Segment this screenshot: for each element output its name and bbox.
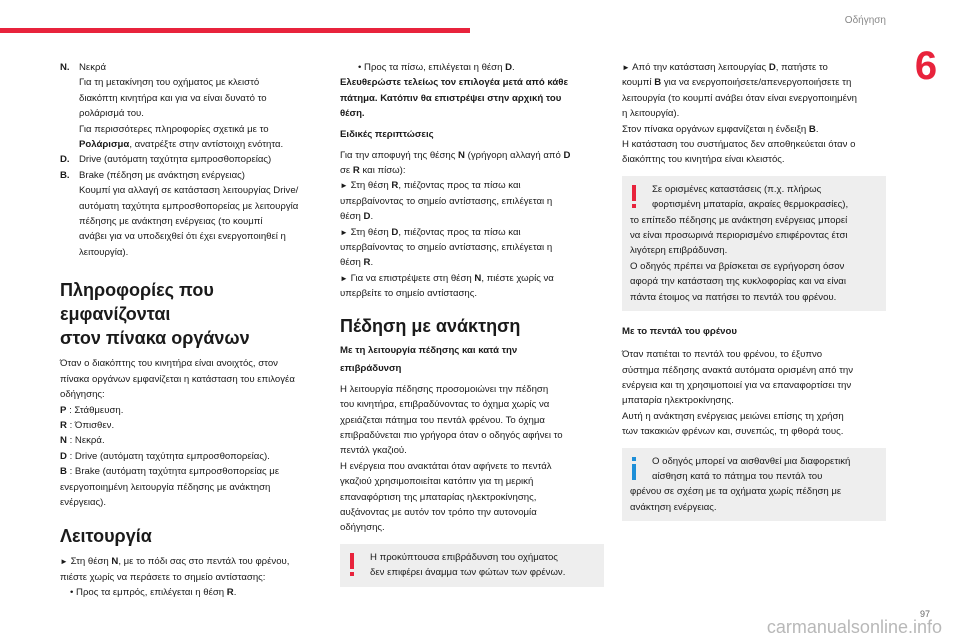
- text-line: χρειάζεται πάτημα του πεντάλ φρένου. Το όχημα: [340, 414, 545, 426]
- subheading-special-cases: Ειδικές περιπτώσεις: [340, 128, 434, 140]
- text-line: Στον πίνακα οργάνων εμφανίζεται η ένδειξη B.: [622, 123, 819, 135]
- page-number: 97: [919, 609, 930, 619]
- arrow-step: ► Από την κατάσταση λειτουργίας D, πατήστε το: [622, 62, 828, 73]
- header-title: Οδήγηση: [844, 15, 886, 26]
- text-line: ενέργειας).: [60, 496, 107, 508]
- def-b: [60, 168, 322, 260]
- column-left: [60, 60, 322, 601]
- watermark: carmanualsonline.info: [766, 617, 942, 637]
- text-line: μπαταρία ηλεκτροκίνησης.: [622, 395, 734, 407]
- text-line: οδήγησης.: [340, 522, 385, 534]
- text-line: των τακακιών φρένων και, συνεπώς, τη φθορά τους.: [622, 426, 844, 438]
- text-line: διακόπτη κινητήρα και για να είναι δυνατό το: [79, 92, 267, 104]
- text-line: σε R και πίσω):: [340, 165, 406, 177]
- text-line: αυτόματη ταχύτητα εμπροσθοπορείας με λειτουργία: [79, 200, 299, 212]
- arrow-right-icon: ►: [340, 181, 348, 191]
- arrow-step: ► Στη θέση R, πιέζοντας προς τα πίσω και: [340, 180, 521, 192]
- bullet-item: • Προς τα εμπρός, επιλέγεται η θέση R.: [70, 587, 237, 599]
- text-line: Drive (αυτόματη ταχύτητα εμπροσθοπορείας): [79, 154, 272, 166]
- text-line: Ρολάρισμα, ανατρέξτε στην αντίστοιχη ενότητα.: [79, 139, 284, 151]
- text-line: υπερβαίνοντας το σημείο αντίστασης, επιλέγεται η: [340, 195, 553, 207]
- text-line: διακόπτης του κινητήρα είναι κλειστός.: [622, 154, 785, 166]
- text-line: επαναφόρτιση της μπαταρίας ηλεκτροκίνησης,: [340, 491, 537, 503]
- text-line: Για περισσότερες πληροφορίες σχετικά με το: [79, 123, 269, 135]
- text-line: Όταν πατιέται το πεντάλ του φρένου, το έξυπνο: [622, 349, 823, 361]
- text-line: ρολάρισμά του.: [79, 108, 144, 120]
- section-heading-operation: Λειτουργία: [60, 526, 152, 547]
- bullet-item: • Προς τα πίσω, επιλέγεται η θέση D.: [358, 62, 515, 73]
- arrow-right-icon: ►: [340, 227, 348, 237]
- arrow-right-icon: ►: [340, 273, 348, 283]
- text-line: Κουμπί για αλλαγή σε κατάσταση λειτουργίας Drive/: [79, 185, 299, 197]
- release-instruction: Ελευθερώστε τελείως τον επιλογέα μετά από κάθε πάτημα. Κατόπιν θα επιστρέψει στην αρχική του θέση.: [340, 77, 569, 120]
- text-line: πίνακα οργάνων εμφανίζεται η κατάσταση του επιλογέα: [60, 373, 295, 385]
- text-line: Η ενέργεια που ανακτάται όταν αφήνετε το πεντάλ: [340, 460, 552, 472]
- header-red-bar: [0, 28, 470, 33]
- text-line: θέση R.: [340, 257, 374, 269]
- text-line: Brake (πέδηση με ανάκτηση ενέργειας): [79, 169, 245, 181]
- text-line: θέση D.: [340, 211, 374, 223]
- warning-icon: [350, 553, 354, 569]
- text-line: ανάβει για να υποδειχθεί ότι έχει ενεργοποιηθεί η: [79, 231, 286, 243]
- text-line: λειτουργία (το κουμπί ανάβει όταν είναι ενεργοποιημένη: [622, 92, 858, 104]
- section-heading-regen: Πέδηση με ανάκτηση: [340, 315, 521, 336]
- legend-item: D : Drive (αυτόματη ταχύτητα εμπροσθοπορείας).: [60, 450, 270, 462]
- text-line: οδήγησης:: [60, 389, 105, 401]
- warning-note: Σε ορισμένες καταστάσεις (π.χ. πλήρως φορτισμένη μπαταρία, ακραίες θερμοκρασίες), το επίπεδο πέδησης με ανάκτηση ενέργειας μπορεί να είναι προσωρινά περιορισμένο επιφέροντας έτσι λιγότερη επιβράδυνση. Ο οδηγός πρέπει να βρίσκεται σε εγρήγορση όσον αφορά την κατάσταση της κυκλοφορίας και να είναι πάντα έτοιμος να πατήσει το πεντάλ του φρένου.: [622, 176, 886, 311]
- info-icon: [632, 464, 636, 480]
- subheading-brake-pedal: Με το πεντάλ του φρένου: [622, 326, 737, 338]
- def-n: [60, 60, 322, 152]
- text-line: Όταν ο διακόπτης του κινητήρα είναι ανοιχτός, στον: [60, 358, 278, 370]
- warning-note: Η προκύπτουσα επιβράδυνση του οχήματος δεν επιφέρει άναμμα των φώτων των φρένων.: [340, 544, 604, 587]
- text-line: Η κατάσταση του συστήματος δεν αποθηκεύεται όταν ο: [622, 139, 856, 151]
- text-line: υπερβαίνοντας το σημείο αντίστασης, επιλέγεται η: [340, 242, 553, 254]
- text-line: γκαζιού χρησιμοποιείται κατόπιν για τη μερική: [340, 476, 534, 488]
- text-line: πιέστε χωρίς να περάσετε το σημείο αντίστασης:: [60, 571, 266, 583]
- text-line: Για τη μετακίνηση του οχήματος με κλειστό: [79, 77, 260, 89]
- text-line: επιβραδύνεται πιο γρήγορα όταν ο οδηγός αφήνει το: [340, 429, 563, 441]
- def-key: D.: [60, 154, 70, 166]
- arrow-step: ► Στη θέση D, πιέζοντας προς τα πίσω και: [340, 226, 521, 238]
- text-line: αυξάνοντας με αυτόν τον τρόπο την αυτονομία: [340, 506, 537, 518]
- text-line: σύστημα πέδησης ανακτά αυτόματα ορισμένη από την: [622, 364, 854, 376]
- text-line: Νεκρά: [79, 62, 107, 73]
- subheading-regen: Με τη λειτουργία πέδησης και κατά την επιβράδυνση: [340, 344, 518, 374]
- legend-item: P : Στάθμευση.: [60, 404, 124, 416]
- text-line: πέδησης με ανάκτηση ενέργειας (το κουμπί: [79, 216, 263, 228]
- def-d: [60, 152, 322, 167]
- arrow-step: ► Για να επιστρέψετε στη θέση N, πιέστε χωρίς να: [340, 272, 554, 284]
- text-line: ενεργοποιημένη λειτουργία πέδησης με ανάκτηση: [60, 481, 271, 493]
- text-line: ενέργεια και τη χρησιμοποιεί για να επαναφορτίσει την: [622, 379, 852, 391]
- def-key: N.: [60, 62, 70, 73]
- column-right: [622, 60, 886, 521]
- warning-icon: [632, 185, 636, 201]
- text-line: του κινητήρα, επιβραδύνοντας το όχημα χωρίς να: [340, 399, 550, 411]
- text-line: λειτουργία).: [79, 246, 129, 258]
- arrow-right-icon: ►: [622, 63, 630, 72]
- legend-item: R : Όπισθεν.: [60, 419, 115, 431]
- chapter-number: 6: [914, 44, 938, 88]
- def-key: B.: [60, 169, 70, 181]
- legend-item: B : Brake (αυτόματη ταχύτητα εμπροσθοπορείας με: [60, 466, 280, 478]
- arrow-right-icon: ►: [60, 557, 68, 567]
- legend-item: N : Νεκρά.: [60, 435, 105, 447]
- text-line: κουμπί B για να ενεργοποιήσετε/απενεργοποιήσετε τη: [622, 77, 852, 89]
- info-note: Ο οδηγός μπορεί να αισθανθεί μια διαφορετική αίσθηση κατά το πάτημα του πεντάλ του φρένου σε σχέση με τα οχήματα χωρίς πέδηση με ανάκτηση ενέργειας.: [622, 448, 886, 522]
- text-line: Αυτή η ανάκτηση ενέργειας μειώνει επίσης τη χρήση: [622, 410, 844, 422]
- text-line: υπερβείτε το σημείο αντίστασης.: [340, 288, 478, 300]
- section-heading-info: Πληροφορίες που εμφανίζονται στον πίνακα οργάνων: [60, 280, 250, 349]
- text-line: Για την αποφυγή της θέσης N (γρήγορη αλλαγή από D: [340, 149, 571, 161]
- text-line: η λειτουργία).: [622, 108, 680, 120]
- text-line: Η λειτουργία πέδησης προσομοιώνει την πέδηση: [340, 383, 549, 395]
- arrow-step: ► Στη θέση N, με το πόδι σας στο πεντάλ του φρένου,: [60, 556, 290, 568]
- column-middle: [340, 60, 604, 587]
- text-line: πεντάλ γκαζιού.: [340, 445, 407, 457]
